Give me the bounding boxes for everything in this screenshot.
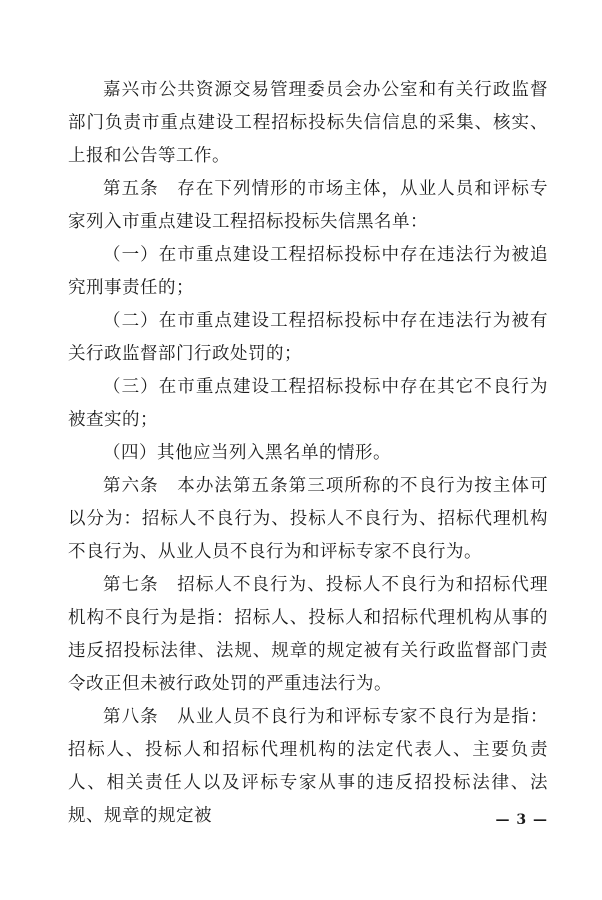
paragraph-item-2: （二）在市重点建设工程招标投标中存在违法行为被有关行政监督部门行政处罚的； — [68, 311, 548, 364]
paragraph-item-1: （一）在市重点建设工程招标投标中存在违法行为被追究刑事责任的； — [68, 245, 548, 298]
paragraph-article-7: 第七条 招标人不良行为、投标人不良行为和招标代理机构不良行为是指：招标人、投标人和招标代理机构从事的违反招投标法律、法规、规章的规定被有关行政监督部门责令改正但未被行政处罚的严重违法行为。 — [68, 575, 548, 694]
paragraph-item-4: （四）其他应当列入黑名单的情形。 — [103, 443, 391, 463]
paragraph-item-3: （三）在市重点建设工程招标投标中存在其它不良行为被查实的； — [68, 377, 548, 430]
paragraph-article-5: 第五条 存在下列情形的市场主体，从业人员和评标专家列入市重点建设工程招标投标失信黑名单： — [68, 179, 548, 232]
page-number: — 3 — — [495, 812, 548, 828]
document-body — [68, 74, 548, 833]
paragraph-intro: 嘉兴市公共资源交易管理委员会办公室和有关行政监督部门负责市重点建设工程招标投标失信信息的采集、核实、上报和公告等工作。 — [68, 80, 548, 166]
paragraph-article-8: 第八条 从业人员不良行为和评标专家不良行为是指：招标人、投标人和招标代理机构的法定代表人、主要负责人、相关责任人以及评标专家从事的违反招投标法律、法规、规章的规定被 — [68, 707, 548, 826]
paragraph-article-6: 第六条 本办法第五条第三项所称的不良行为按主体可以分为：招标人不良行为、投标人不良行为、招标代理机构不良行为、从业人员不良行为和评标专家不良行为。 — [68, 476, 548, 562]
